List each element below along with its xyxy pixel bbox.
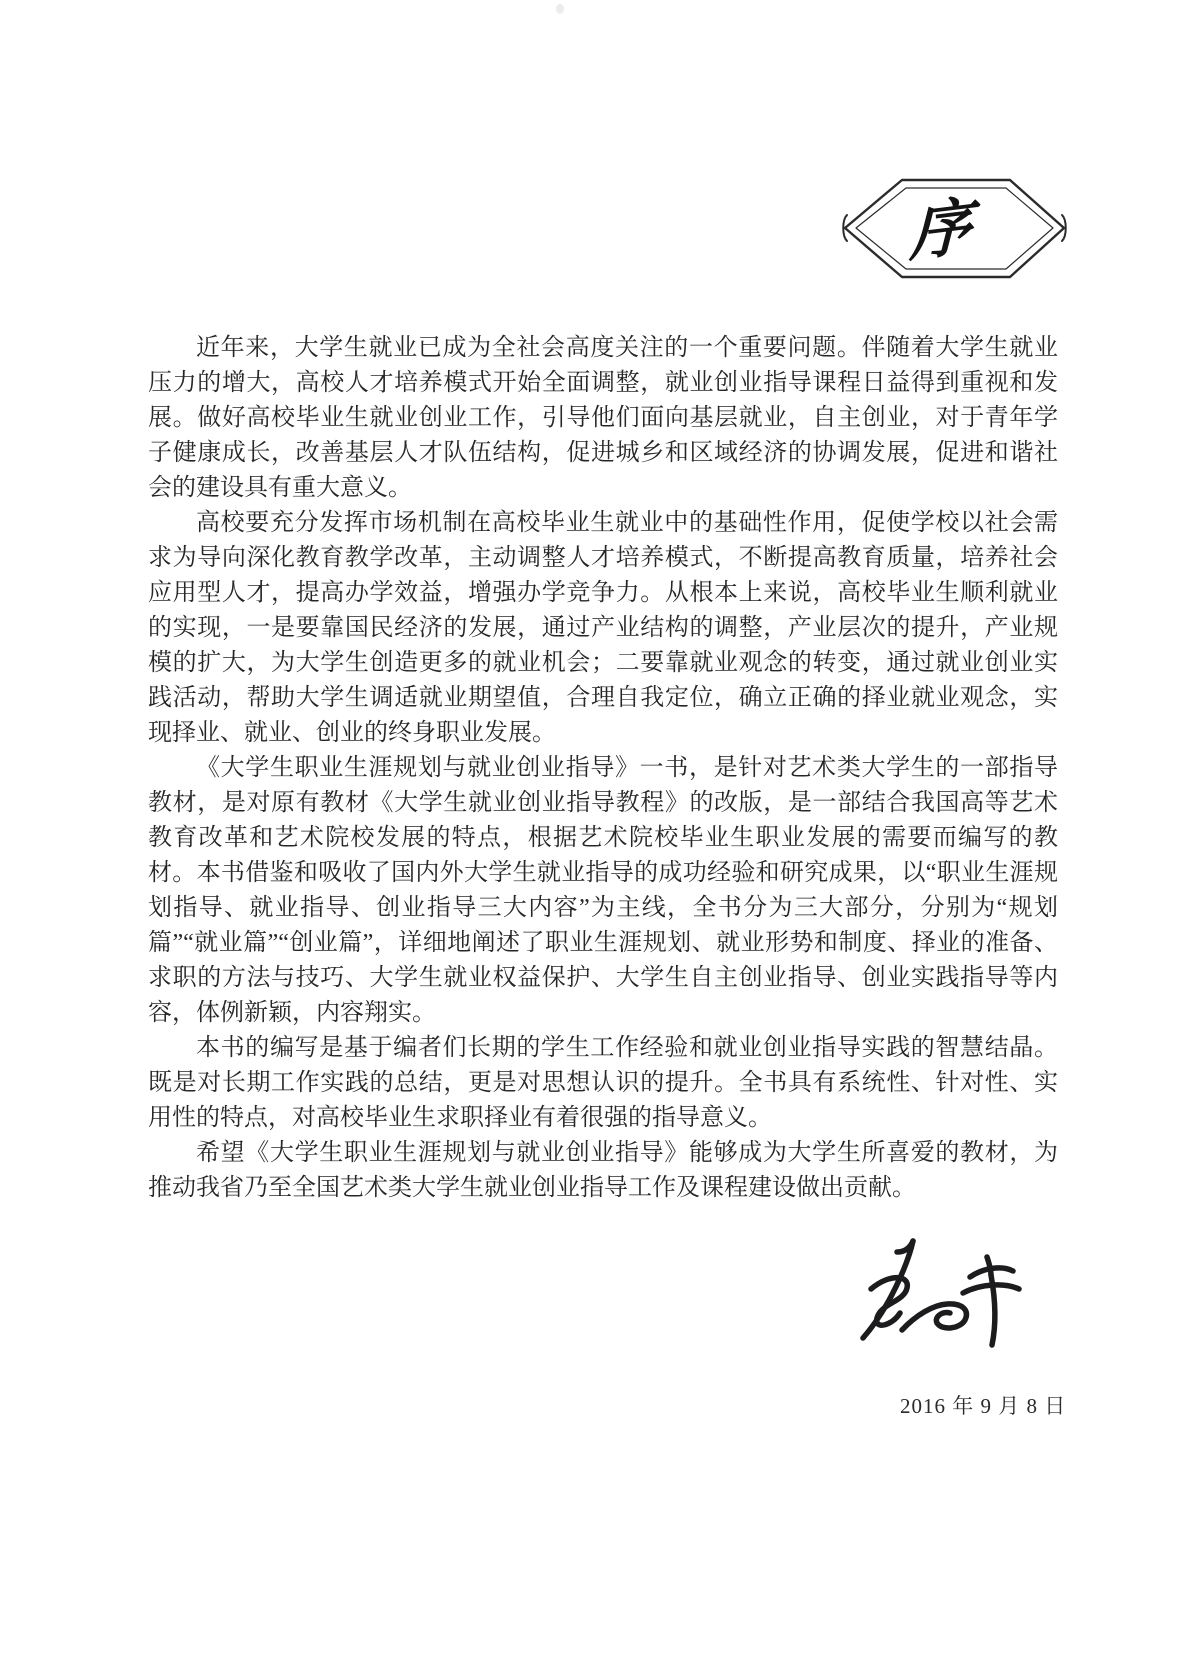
preface-paragraph-4: 本书的编写是基于编者们长期的学生工作经验和就业创业指导实践的智慧结晶。既是对长期工作实践的总结，更是对思想认识的提升。全书具有系统性、针对性、实用性的特点，对高校毕业生求职择业有着很强的指导意义。 [148,1035,1058,1131]
preface-badge [840,175,1069,282]
preface-badge-title: 序 [909,192,972,269]
preface-paragraph-5: 希望《大学生职业生涯规划与就业创业指导》能够成为大学生所喜爱的教材，为推动我省乃至全国艺术类大学生就业创业指导工作及课程建设做出贡献。 [148,1140,1058,1201]
date-line: 2016 年 9 月 8 日 [900,1394,1067,1418]
preface-paragraph-2: 高校要充分发挥市场机制在高校毕业生就业中的基础性作用，促使学校以社会需求为导向深化教育教学改革，主动调整人才培养模式，不断提高教育质量，培养社会应用型人才，提高办学效益，增强办学竞争力。从根本上来说，高校毕业生顺利就业的实现，一是要靠国民经济的发展，通过产业结构的调整，产业层次的提升，产业规模的扩大，为大学生创造更多的就业机会；二要靠就业观念的转变，通过就业创业实践活动，帮助大学生调适就业期望值，合理自我定位，确立正确的择业就业观念，实现择业、就业、创业的终身职业发展。 [148,510,1058,746]
preface-paragraph-3: 《大学生职业生涯规划与就业创业指导》一书，是针对艺术类大学生的一部指导教材，是对原有教材《大学生就业创业指导教程》的改版，是一部结合我国高等艺术教育改革和艺术院校发展的特点，根据艺术院校毕业生职业发展的需要而编写的教材。本书借鉴和吸收了国内外大学生就业指导的成功经验和研究成果，以“职业生涯规划指导、就业指导、创业指导三大内容”为主线，全书分为三大部分，分别为“规划篇”“就业篇”“创业篇”，详细地阐述了职业生涯规划、就业形势和制度、择业的准备、求职的方法与技巧、大学生就业权益保护、大学生自主创业指导、创业实践指导等内容，体例新颖，内容翔实。 [148,755,1058,1026]
signature [850,1235,1025,1355]
scan-artifact [556,4,564,14]
preface-paragraph-1: 近年来，大学生就业已成为全社会高度关注的一个重要问题。伴随着大学生就业压力的增大，高校人才培养模式开始全面调整，就业创业指导课程日益得到重视和发展。做好高校毕业生就业创业工作，引导他们面向基层就业，自主创业，对于青年学子健康成长，改善基层人才队伍结构，促进城乡和区域经济的协调发展，促进和谐社会的建设具有重大意义。 [148,335,1058,501]
signature-handwriting-icon [850,1235,1025,1355]
preface-body [148,331,1058,1206]
